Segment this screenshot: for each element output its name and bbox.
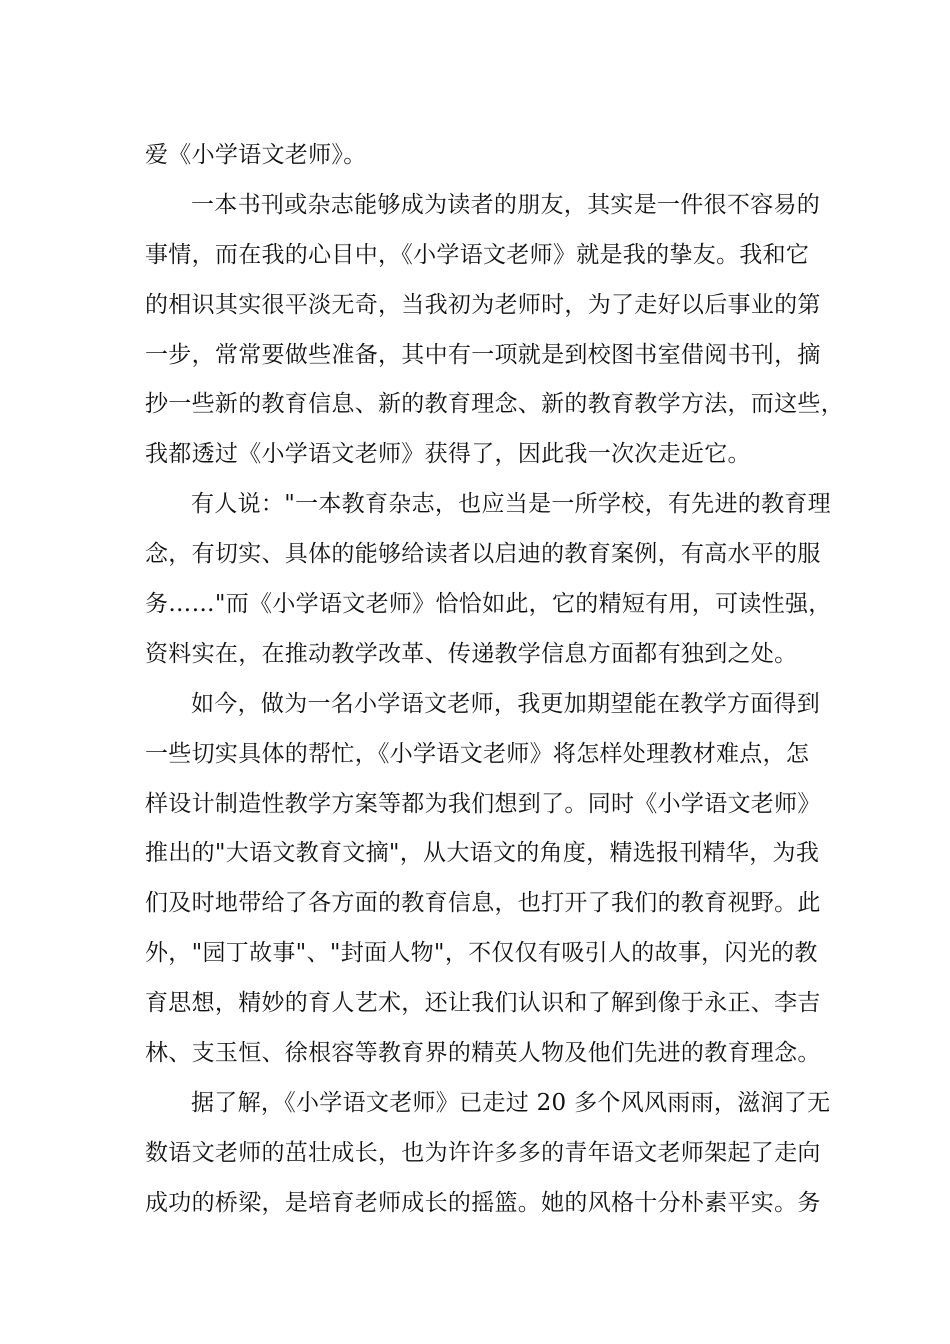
text-line: 一些切实具体的帮忙，《小学语文老师》将怎样处理教材难点，怎: [145, 740, 810, 767]
text-line: 爱《小学语文老师》。: [145, 142, 367, 168]
text-line: 林、支玉恒、徐根容等教育界的精英人物及他们先进的教育理念。: [145, 1040, 821, 1067]
text-line: 推出的"大语文教育文摘"，从大语文的角度，精选报刊精华，为我: [145, 840, 820, 867]
text-line: 成功的桥梁，是培育老师成长的摇篮。她的风格十分朴素平实。务: [145, 1189, 821, 1216]
text-line: 育思想，精妙的育人艺术，还让我们认识和了解到像于永正、李吉: [145, 990, 821, 1017]
text-line: 事情，而在我的心目中，《小学语文老师》就是我的挚友。我和它: [145, 241, 810, 268]
paragraph-first-line: 有人说："一本教育杂志，也应当是一所学校，有先进的教育理: [191, 491, 831, 518]
text-line: 我都透过《小学语文老师》获得了，因此我一次次走近它。: [145, 441, 751, 468]
text-line: 样设计制造性教学方案等都为我们想到了。同时《小学语文老师》: [145, 790, 821, 817]
text-line: 资料实在，在推动教学改革、传递教学信息方面都有独到之处。: [145, 640, 798, 667]
paragraph-first-line: 据了解，《小学语文老师》已走过 20 多个风风雨雨，滋润了无: [191, 1089, 831, 1116]
text-line: 抄一些新的教育信息、新的教育理念、新的教育教学方法，而这些，: [145, 391, 844, 418]
paragraph-first-line: 如今，做为一名小学语文老师，我更加期望能在教学方面得到: [191, 690, 821, 717]
text-line: 数语文老师的茁壮成长，也为许许多多的青年语文老师架起了走向: [145, 1139, 821, 1166]
text-line: 的相识其实很平淡无奇，当我初为老师时，为了走好以后事业的第: [145, 291, 821, 318]
text-line: 一步，常常要做些准备，其中有一项就是到校图书室借阅书刊，摘: [145, 341, 821, 368]
paragraph-first-line: 一本书刊或杂志能够成为读者的朋友，其实是一件很不容易的: [191, 191, 821, 218]
text-line: 们及时地带给了各方面的教育信息，也打开了我们的教育视野。此: [145, 890, 821, 917]
text-line: 务……"而《小学语文老师》恰恰如此，它的精短有用，可读性强，: [145, 591, 832, 618]
text-line: 外，"园丁故事"、"封面人物"，不仅仅有吸引人的故事，闪光的教: [145, 940, 818, 967]
body-text: [145, 131, 844, 1229]
text-line: 念，有切实、具体的能够给读者以启迪的教育案例，有高水平的服: [145, 541, 821, 568]
